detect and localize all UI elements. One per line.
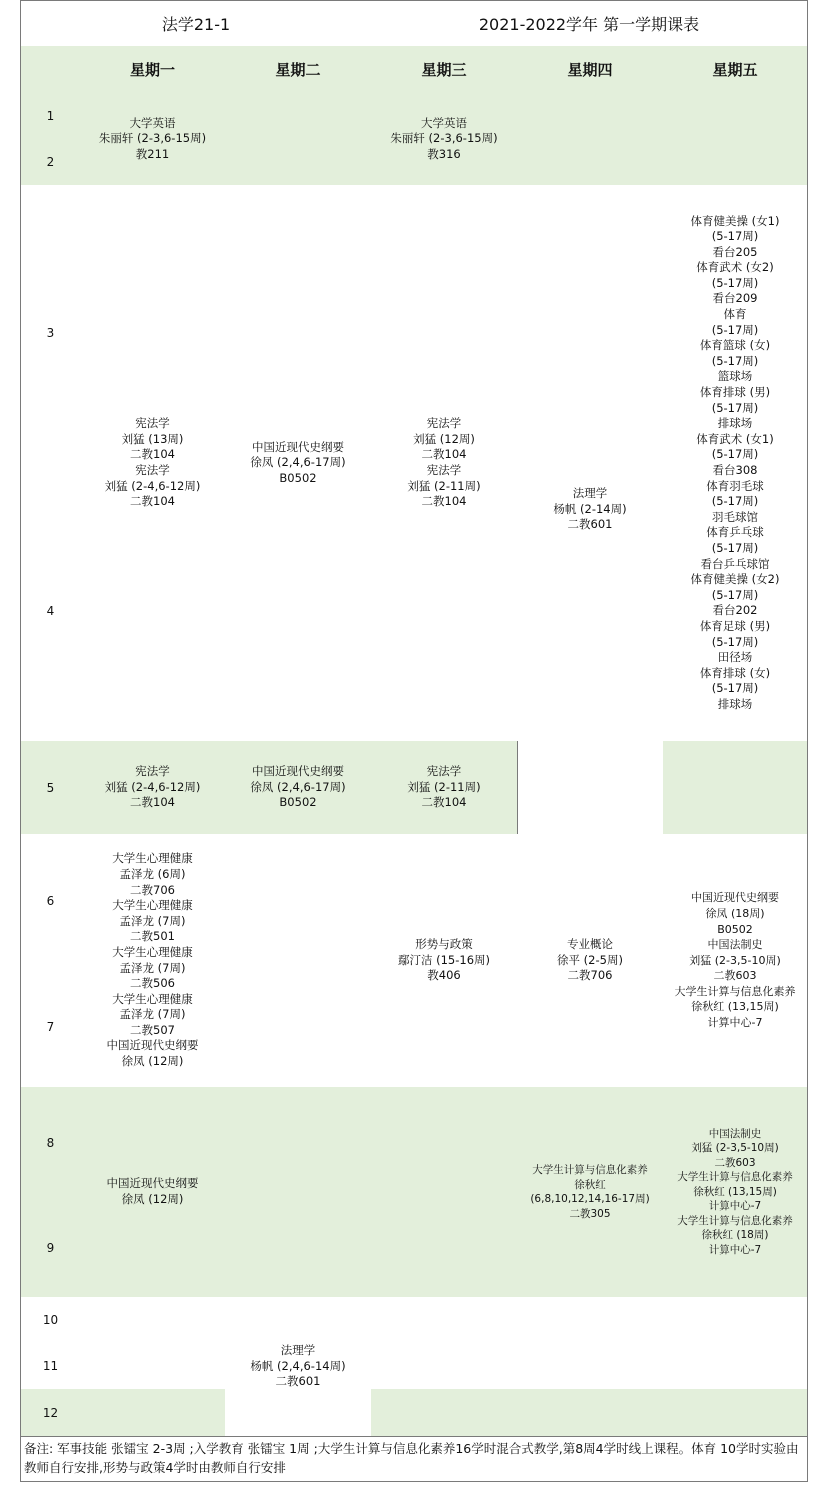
cell-thu-8-9 [517,1087,664,1298]
course-text: 中国近现代史纲要 徐凤 (18周) B0502 中国法制史 刘猛 (2-3,5-10周) 二教603 大学生计算与信息化素养 徐秋红 (13,15周) 计算中心-7 [674,891,796,1030]
day-header-thu: 星期四 [517,46,664,94]
day-header-mon: 星期一 [80,46,226,94]
period-3: 3 [20,185,81,481]
period-9: 9 [20,1198,81,1298]
period-5: 5 [20,741,81,835]
cell-mon-10-11 [80,1297,226,1390]
footnote: 备注: 军事技能 张镭宝 2-3周 ;入学教育 张镭宝 1周 ;大学生计算与信息化素养16学时混合式教学,第8周4学时线上课程。体育 10学时实验由教师自行安排,形势与政策4学时由教师自行安排 [20,1436,808,1482]
course-text: 大学生计算与信息化素养 徐秋红 (6,8,10,12,14,16-17周) 二教305 [530,1164,650,1220]
cell-tue-8-9 [225,1087,372,1298]
cell-tue-3-4 [225,185,372,742]
course-text: 宪法学 刘猛 (2-11周) 二教104 [407,764,481,810]
period-12: 12 [20,1389,81,1437]
period-2: 2 [20,139,81,186]
header-corner [20,46,81,94]
cell-thu-3-5 [517,185,664,835]
cell-fri-5 [663,741,808,835]
period-8: 8 [20,1087,81,1199]
course-text: 宪法学 刘猛 (13周) 二教104 宪法学 刘猛 (2-4,6-12周) 二教104 [104,416,201,509]
cell-thu-10-11 [517,1297,664,1390]
cell-fri-1-2 [663,93,808,186]
cell-wed-5 [371,741,518,835]
cell-fri-8-9 [663,1087,808,1298]
class-name: 法学21-1 [20,0,372,47]
cell-mon-6-7 [80,834,226,1088]
period-6: 6 [20,834,81,968]
cell-fri-12 [663,1389,808,1437]
day-header-wed: 星期三 [371,46,518,94]
cell-fri-3-4 [663,185,808,742]
cell-wed-6-7 [371,834,518,1088]
cell-mon-5 [80,741,226,835]
cell-wed-8-9 [371,1087,518,1298]
course-text: 大学生心理健康 孟泽龙 (6周) 二教706 大学生心理健康 孟泽龙 (7周) 二教501 大学生心理健康 孟泽龙 (7周) 二教506 大学生心理健康 孟泽龙 (7周) 二教507 中国近现代史纲要 徐凤 (12周) [106,851,199,1069]
course-text: 中国近现代史纲要 徐凤 (2,4,6-17周) B0502 [250,764,346,810]
course-text: 体育健美操 (女1) (5-17周) 看台205 体育武术 (女2) (5-17周) 看台209 体育 (5-17周) 体育篮球 (女) (5-17周) 篮球场 体育排球 (男) (5-17周) 排球场 体育武术 (女1) (5-17周) 看台308 体育羽毛球 (5-17周) 羽毛球馆 体育乒乓球 (5-17周) 看台乒乓球馆 体育健美操 (女2) (5-17周) 看台202 体育足球 (男) (5-17周) 田径场 体育排球 (女) (5-17周) 排球场 [690,213,780,711]
cell-wed-3-4 [371,185,518,742]
course-text: 中国近现代史纲要 徐凤 (12周) [106,1176,199,1206]
cell-tue-6-7 [225,834,372,1088]
cell-fri-6-7 [663,834,808,1088]
cell-wed-10-11 [371,1297,518,1390]
day-header-fri: 星期五 [663,46,808,94]
course-text: 大学英语 朱丽轩 (2-3,6-15周) 教211 [98,115,207,161]
cell-thu-6-7 [517,834,664,1088]
course-text: 宪法学 刘猛 (2-4,6-12周) 二教104 [104,764,201,810]
period-7: 7 [20,967,81,1088]
cell-wed-12 [371,1389,518,1437]
course-text: 形势与政策 鄢汀洁 (15-16周) 教406 [397,937,491,983]
course-text: 大学英语 朱丽轩 (2-3,6-15周) 教316 [390,115,498,161]
cell-thu-1-2 [517,93,664,186]
cell-thu-12 [517,1389,664,1437]
course-text: 宪法学 刘猛 (12周) 二教104 宪法学 刘猛 (2-11周) 二教104 [407,416,481,509]
period-1: 1 [20,93,81,140]
cell-tue-5 [225,741,372,835]
course-text: 法理学 杨帆 (2,4,6-14周) 二教601 [250,1343,346,1389]
course-text: 法理学 杨帆 (2-14周) 二教601 [553,486,627,532]
cell-mon-1-2 [80,93,226,186]
cell-mon-12 [80,1389,226,1437]
term-title: 2021-2022学年 第一学期课表 [371,0,808,47]
cell-wed-1-2 [371,93,518,186]
day-header-tue: 星期二 [225,46,372,94]
course-text: 专业概论 徐平 (2-5周) 二教706 [557,937,623,983]
cell-tue-10-12 [225,1297,372,1437]
period-4: 4 [20,480,81,742]
cell-tue-1-2 [225,93,372,186]
period-11: 11 [20,1343,81,1390]
cell-mon-3-4 [80,185,226,742]
course-text: 中国法制史 刘猛 (2-3,5-10周) 二教603 大学生计算与信息化素养 徐秋红 (13,15周) 计算中心-7 大学生计算与信息化素养 徐秋红 (18周) 计算中心-7 [677,1127,793,1256]
cell-fri-10-11 [663,1297,808,1390]
course-text: 中国近现代史纲要 徐凤 (2,4,6-17周) B0502 [250,439,346,485]
cell-mon-8-9 [80,1087,226,1298]
period-10: 10 [20,1297,81,1344]
